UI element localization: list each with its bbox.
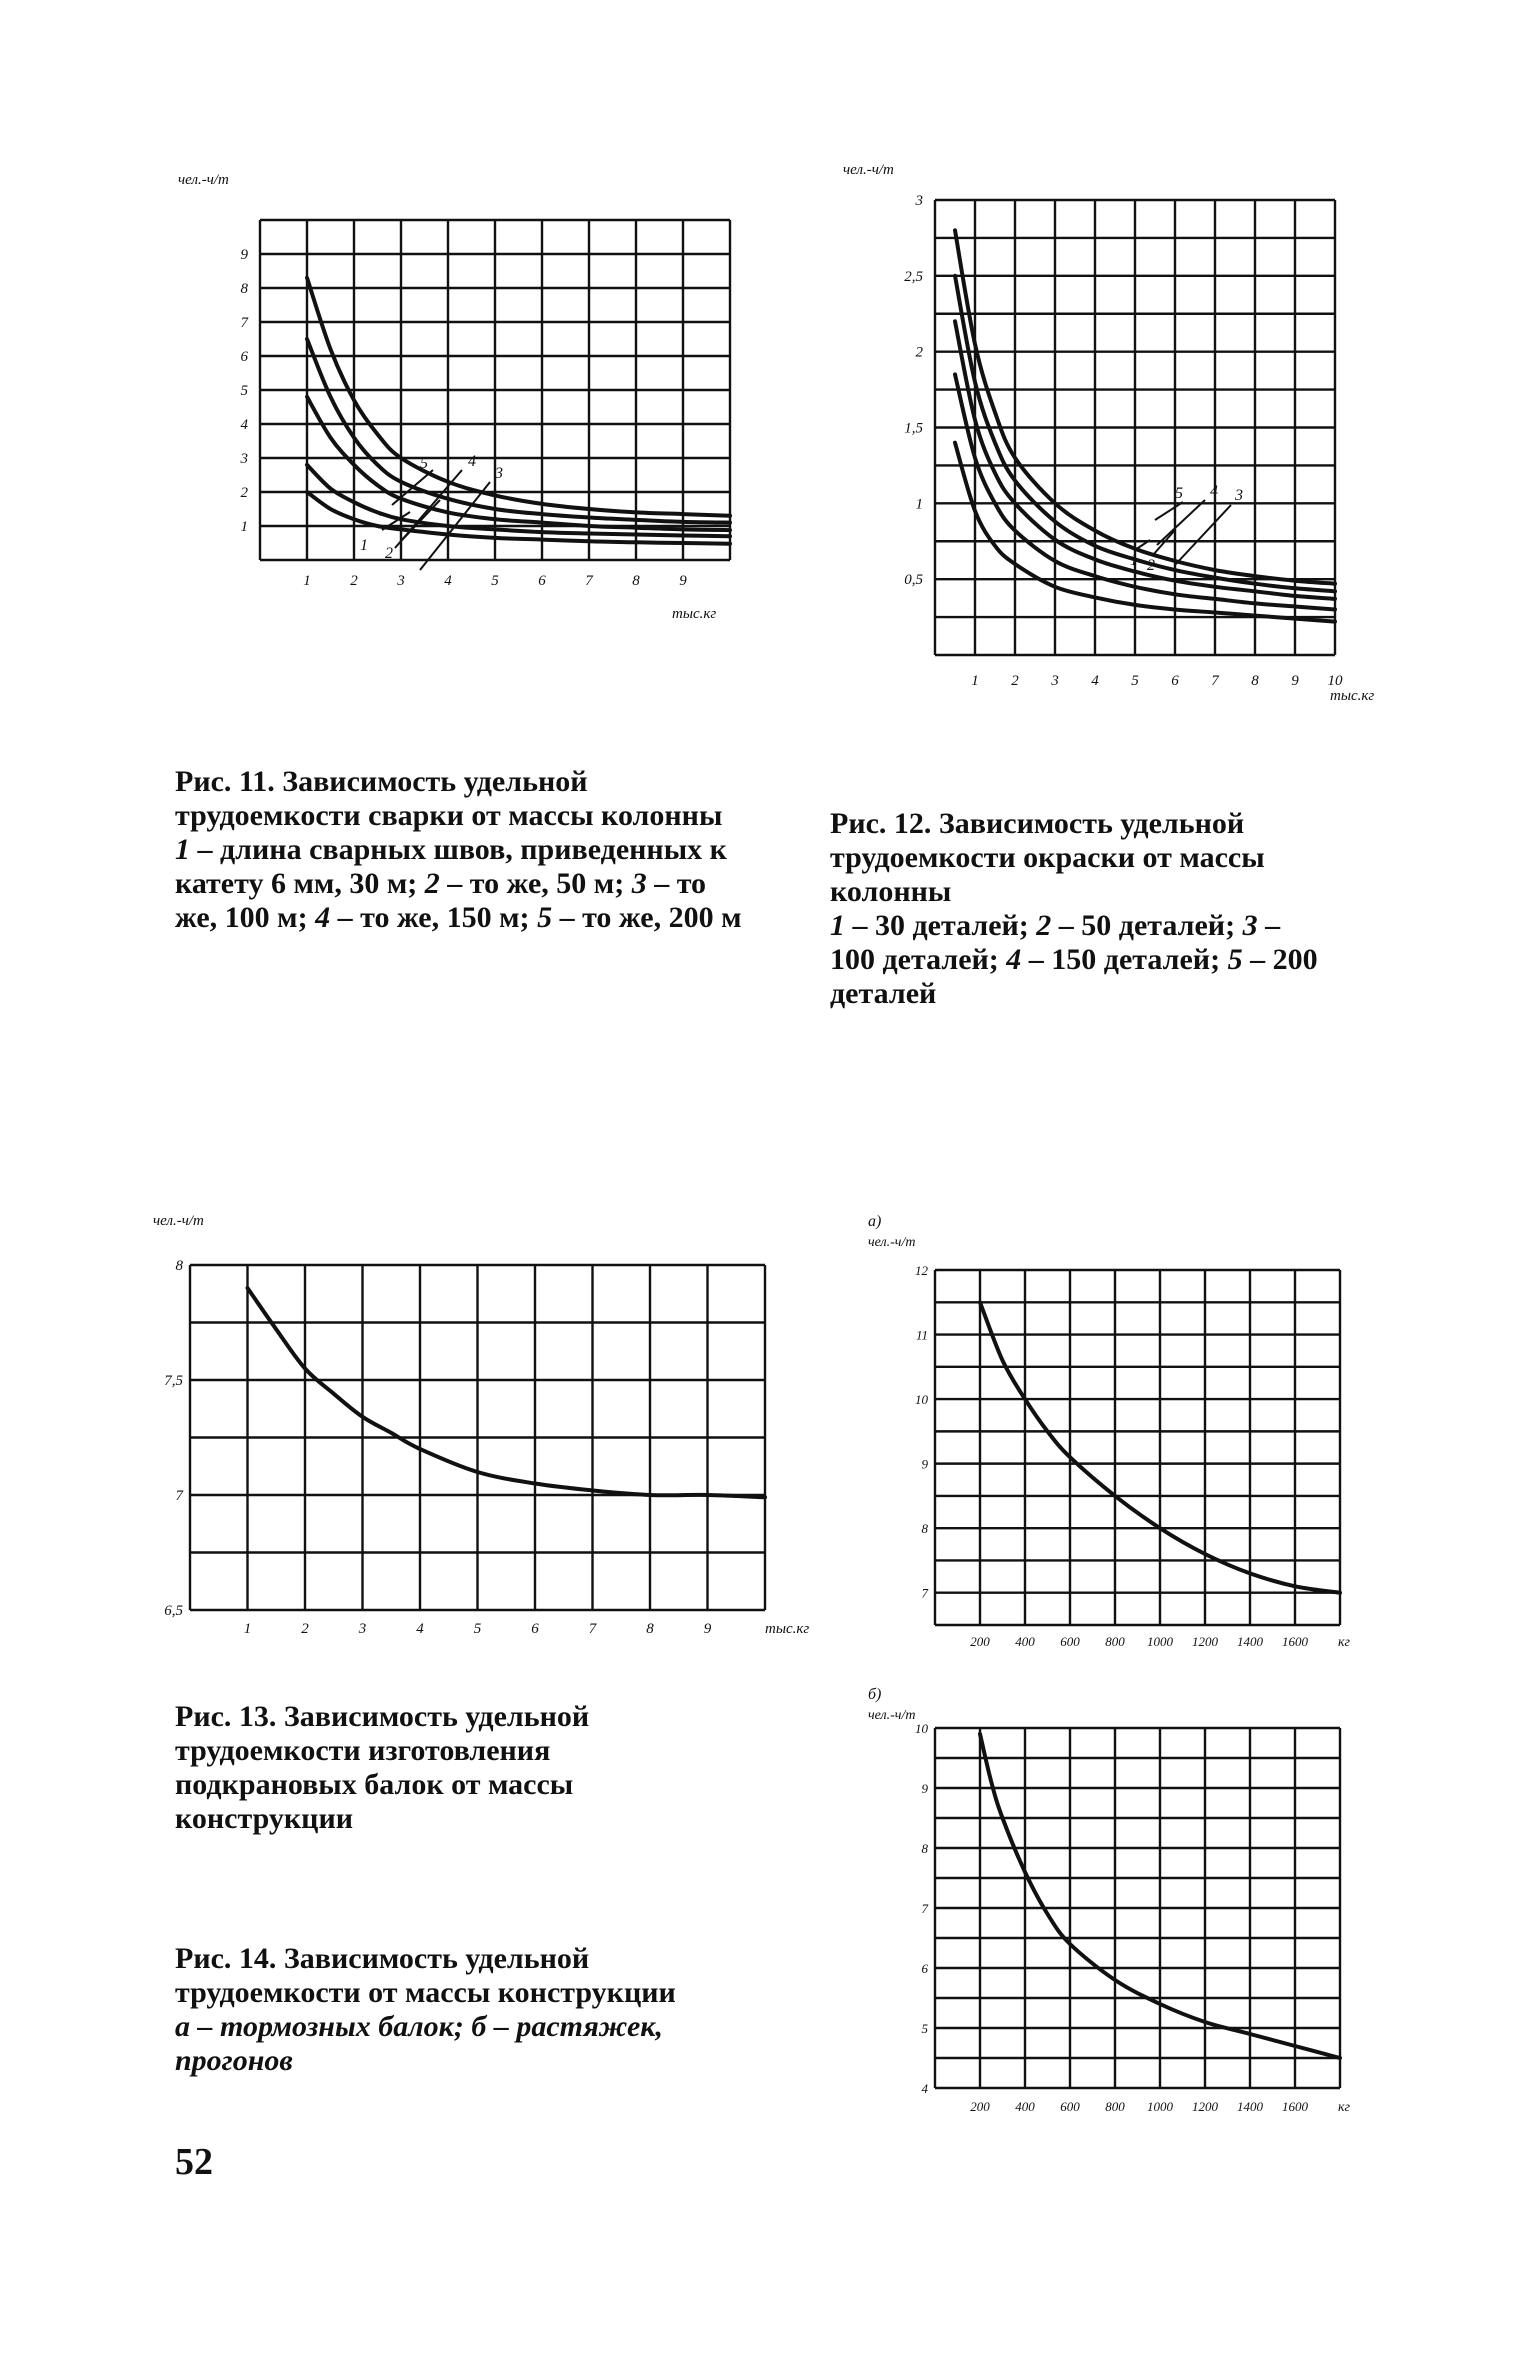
fig14-legend-b-text: – растяжек, прогонов — [175, 2010, 663, 2077]
fig12-legend-4-num: 4 — [1006, 943, 1022, 976]
fig14a-xtick-label: 200 — [970, 1634, 990, 1649]
fig11-xtick-label: 4 — [444, 573, 452, 589]
fig13-xticks — [244, 1621, 712, 1637]
fig12-ytick-label: 1 — [915, 496, 923, 513]
fig11-xticks — [303, 573, 687, 589]
fig13-ytick-label: 7,5 — [164, 1373, 183, 1389]
fig14b-xtick-label: 1600 — [1282, 2099, 1308, 2114]
fig11-callout-line — [392, 470, 433, 505]
fig13-curves — [248, 1288, 766, 1497]
fig12-series-5 — [955, 230, 1335, 583]
fig14a-ytick-label: 10 — [915, 1392, 928, 1408]
fig12-ytick-label: 3 — [915, 193, 923, 209]
fig12-xtick-label: 9 — [1291, 673, 1299, 689]
fig11-curve-label: 5 — [420, 455, 428, 472]
fig12-xtick-label: 4 — [1091, 673, 1099, 689]
fig11-chart — [170, 160, 750, 640]
fig12-curve-label: 5 — [1175, 485, 1183, 502]
fig13-ytick-label: 8 — [175, 1258, 183, 1274]
fig13-ylabel: чел.-ч/т — [153, 1213, 204, 1229]
fig14a-ytick-label: 11 — [915, 1327, 928, 1343]
fig12-legend-1-text: – 30 деталей; — [845, 909, 1037, 942]
fig14b-ytick-label: 4 — [921, 2081, 928, 2096]
fig12-xtick-label: 6 — [1171, 673, 1179, 689]
fig14b-xtick-label: 800 — [1105, 2099, 1125, 2114]
fig11-ytick-label: 7 — [240, 315, 248, 331]
fig14b-ytick-label: 9 — [921, 1781, 928, 1796]
fig11-ytick-label: 2 — [240, 485, 248, 501]
fig12-series-3 — [955, 321, 1335, 599]
fig13-xlabel: тыс.кг — [765, 1621, 810, 1637]
fig12-xtick-label: 10 — [1327, 673, 1343, 689]
fig12-callout-line — [1157, 500, 1205, 545]
fig14a-ytick-label: 9 — [921, 1456, 928, 1472]
fig11-legend-3-text: – то же, 100 м; — [175, 867, 707, 934]
fig11-yticks — [240, 247, 250, 535]
fig14a-xtick-label: 1200 — [1192, 1634, 1218, 1649]
fig11-legend-2-text: – то же, 50 м; — [439, 867, 632, 900]
fig14a-chart — [860, 1210, 1360, 1660]
fig11-caption-legend — [175, 833, 742, 934]
fig14b-xlabel: кг — [1338, 2100, 1351, 2115]
fig12-xtick-label: 2 — [1011, 673, 1019, 689]
fig13-xtick-label: 9 — [703, 1621, 712, 1637]
fig14b-ytick-label: 6 — [921, 1961, 928, 1976]
fig14a-xtick-label: 1600 — [1282, 1634, 1308, 1649]
fig14a-xlabel: кг — [1338, 1635, 1351, 1650]
fig14b-chart — [860, 1683, 1360, 2123]
fig13-xtick-label: 5 — [473, 1621, 482, 1637]
fig12-yticks — [904, 193, 923, 588]
fig11-legend-5-num: 5 — [537, 901, 553, 934]
fig14a-ytick-label: 7 — [921, 1585, 928, 1601]
fig12-curve-label: 1 — [1130, 552, 1138, 569]
fig12-curve-label: 2 — [1147, 557, 1155, 574]
fig12-callout-line — [1153, 530, 1175, 555]
fig11-ytick-label: 4 — [240, 417, 248, 433]
fig12-xtick-label: 7 — [1211, 673, 1219, 689]
fig14b-xtick-label: 1200 — [1192, 2099, 1218, 2114]
fig12-ytick-label: 1,5 — [904, 420, 923, 437]
fig14b-ytick-label: 10 — [915, 1721, 928, 1736]
fig13-chart — [145, 1205, 825, 1645]
fig14b-xtick-label: 200 — [970, 2099, 990, 2114]
fig14a-xticks — [970, 1634, 1308, 1649]
fig11-ytick-label: 9 — [240, 247, 248, 263]
fig14a-grid — [935, 1270, 1340, 1625]
fig14b-ytick-label: 8 — [921, 1841, 928, 1856]
fig11-ytick-label: 8 — [240, 281, 248, 297]
fig12-ytick-label: 2 — [915, 344, 923, 361]
fig12-legend-3-num: 3 — [1242, 909, 1258, 942]
fig13-series-curve — [248, 1288, 766, 1497]
fig11-legend-5-text: – то же, 200 м — [552, 901, 742, 934]
fig13-xtick-label: 2 — [301, 1621, 309, 1637]
fig14-legend-a-label: а — [175, 2010, 190, 2043]
fig13-xtick-label: 7 — [588, 1621, 597, 1637]
fig11-xlabel: тыс.кг — [672, 606, 717, 622]
fig12-legend-5-text: – 200 деталей — [830, 943, 1318, 1010]
fig14a-yticks — [915, 1263, 929, 1601]
fig12-ylabel: чел.-ч/т — [843, 162, 894, 178]
fig13-xtick-label: 6 — [531, 1621, 539, 1637]
fig14a-ytick-label: 12 — [915, 1263, 928, 1278]
fig11-xtick-label: 1 — [303, 573, 311, 589]
fig12-xticks — [971, 673, 1343, 689]
fig11-caption — [175, 765, 750, 935]
fig14b-xtick-label: 400 — [1015, 2099, 1035, 2114]
fig11-legend-1-num: 1 — [175, 833, 190, 866]
fig12-curve-label: 3 — [1235, 487, 1243, 504]
fig12-curves — [955, 230, 1335, 621]
fig11-xtick-label: 6 — [538, 573, 546, 589]
fig12-callout-line — [1155, 502, 1183, 520]
fig11-legend-4-num: 4 — [315, 901, 331, 934]
page-number: 52 — [175, 2141, 213, 2183]
fig11-ytick-label: 5 — [240, 383, 248, 399]
fig11-curves — [307, 278, 730, 544]
fig11-ytick-label: 6 — [240, 349, 248, 365]
fig14a-xtick-label: 400 — [1015, 1634, 1035, 1649]
fig12-legend-4-text: – 150 деталей; — [1021, 943, 1228, 976]
fig14a-xtick-label: 1400 — [1237, 1634, 1263, 1649]
fig12-curve-label: 4 — [1210, 483, 1218, 500]
fig12-ytick-label: 0,5 — [904, 572, 923, 589]
fig14b-xtick-label: 600 — [1060, 2099, 1080, 2114]
fig11-ytick-label: 3 — [240, 451, 248, 467]
fig14-legend-b-label: б — [471, 2010, 487, 2043]
fig11-curve-label: 1 — [360, 537, 368, 554]
fig11-curve-label: 3 — [495, 465, 503, 482]
fig11-curve-label: 4 — [468, 453, 476, 470]
fig11-legend-3-num: 3 — [631, 867, 647, 900]
fig12-legend-5-num: 5 — [1227, 943, 1243, 976]
fig13-xtick-label: 8 — [646, 1621, 654, 1637]
fig12-xtick-label: 5 — [1131, 673, 1139, 689]
fig11-xtick-label: 5 — [491, 573, 499, 589]
fig11-xtick-label: 9 — [679, 573, 687, 589]
fig14a-xtick-label: 800 — [1105, 1634, 1125, 1649]
fig14a-ylabel: чел.-ч/т — [868, 1235, 916, 1250]
fig14b-ylabel: чел.-ч/т — [868, 1708, 916, 1723]
fig14a-panel-label: а) — [868, 1213, 882, 1230]
fig11-xtick-label: 7 — [585, 573, 593, 589]
fig14-caption-legend — [175, 2010, 663, 2077]
fig13-xtick-label: 4 — [416, 1621, 424, 1637]
fig11-legend-2-num: 2 — [424, 867, 440, 900]
fig11-xtick-label: 2 — [350, 573, 358, 589]
fig11-legend-1-text: – длина сварных швов, приведенных к катету 6 мм, 30 м; — [175, 833, 727, 900]
fig11-ytick-label: 1 — [240, 519, 248, 535]
fig13-ytick-label: 7 — [175, 1488, 183, 1504]
fig14-caption-title: Рис. 14. Зависимость удельной трудоемкости от массы конструкции — [175, 1942, 676, 2009]
fig13-xtick-label: 3 — [358, 1621, 367, 1637]
fig13-caption — [175, 1700, 730, 1836]
fig13-xtick-label: 1 — [243, 1621, 252, 1637]
fig12-ytick-label: 2,5 — [904, 268, 923, 285]
fig13-yticks — [164, 1258, 184, 1619]
fig14-legend-a-text: – тормозных балок; — [190, 2010, 472, 2043]
fig14b-ytick-label: 7 — [921, 1901, 928, 1916]
fig12-legend-1-num: 1 — [830, 909, 845, 942]
fig11-series-4 — [307, 339, 730, 523]
fig11-legend-4-text: – то же, 150 м; — [330, 901, 538, 934]
fig14b-panel-label: б) — [868, 1686, 882, 1703]
fig12-legend-2-num: 2 — [1036, 909, 1052, 942]
fig12-caption-legend — [830, 909, 1318, 1010]
fig13-ytick-label: 6,5 — [164, 1603, 183, 1619]
fig12-caption-title: Рис. 12. Зависимость удельной трудоемкости окраски от массы колонны — [830, 807, 1265, 908]
fig14-caption — [175, 1942, 735, 2078]
fig14b-xtick-label: 1000 — [1147, 2099, 1173, 2114]
fig14b-ytick-label: 5 — [921, 2021, 928, 2036]
fig14a-ytick-label: 8 — [921, 1521, 928, 1537]
fig12-xlabel: тыс.кг — [1330, 688, 1375, 704]
fig11-xtick-label: 8 — [632, 573, 640, 589]
fig14a-xtick-label: 600 — [1060, 1634, 1080, 1649]
fig12-curve-labels — [1130, 483, 1243, 574]
fig14b-xtick-label: 1400 — [1237, 2099, 1263, 2114]
fig14a-xtick-label: 1000 — [1147, 1634, 1173, 1649]
fig14b-xticks — [970, 2099, 1308, 2114]
fig12-legend-3-text: – 100 деталей; — [830, 909, 1281, 976]
fig12-callout-line — [1175, 505, 1231, 565]
fig12-chart — [835, 160, 1375, 720]
fig11-caption-title: Рис. 11. Зависимость удельной трудоемкости сварки от массы колонны — [175, 765, 723, 832]
fig14b-grid — [935, 1728, 1340, 2088]
fig12-xtick-label: 8 — [1251, 673, 1259, 689]
fig12-xtick-label: 3 — [1051, 673, 1059, 689]
fig11-curve-label: 2 — [385, 545, 393, 562]
fig12-xtick-label: 1 — [971, 673, 979, 689]
fig11-xtick-label: 3 — [397, 573, 405, 589]
fig12-caption — [830, 807, 1330, 1011]
fig12-legend-2-text: – 50 деталей; — [1051, 909, 1243, 942]
fig13-grid — [190, 1265, 765, 1610]
fig11-ylabel: чел.-ч/т — [178, 172, 229, 188]
fig13-caption-title: Рис. 13. Зависимость удельной трудоемкости изготовления подкрановых балок от массы конструкции — [175, 1700, 590, 1835]
fig14b-yticks — [915, 1721, 929, 2096]
